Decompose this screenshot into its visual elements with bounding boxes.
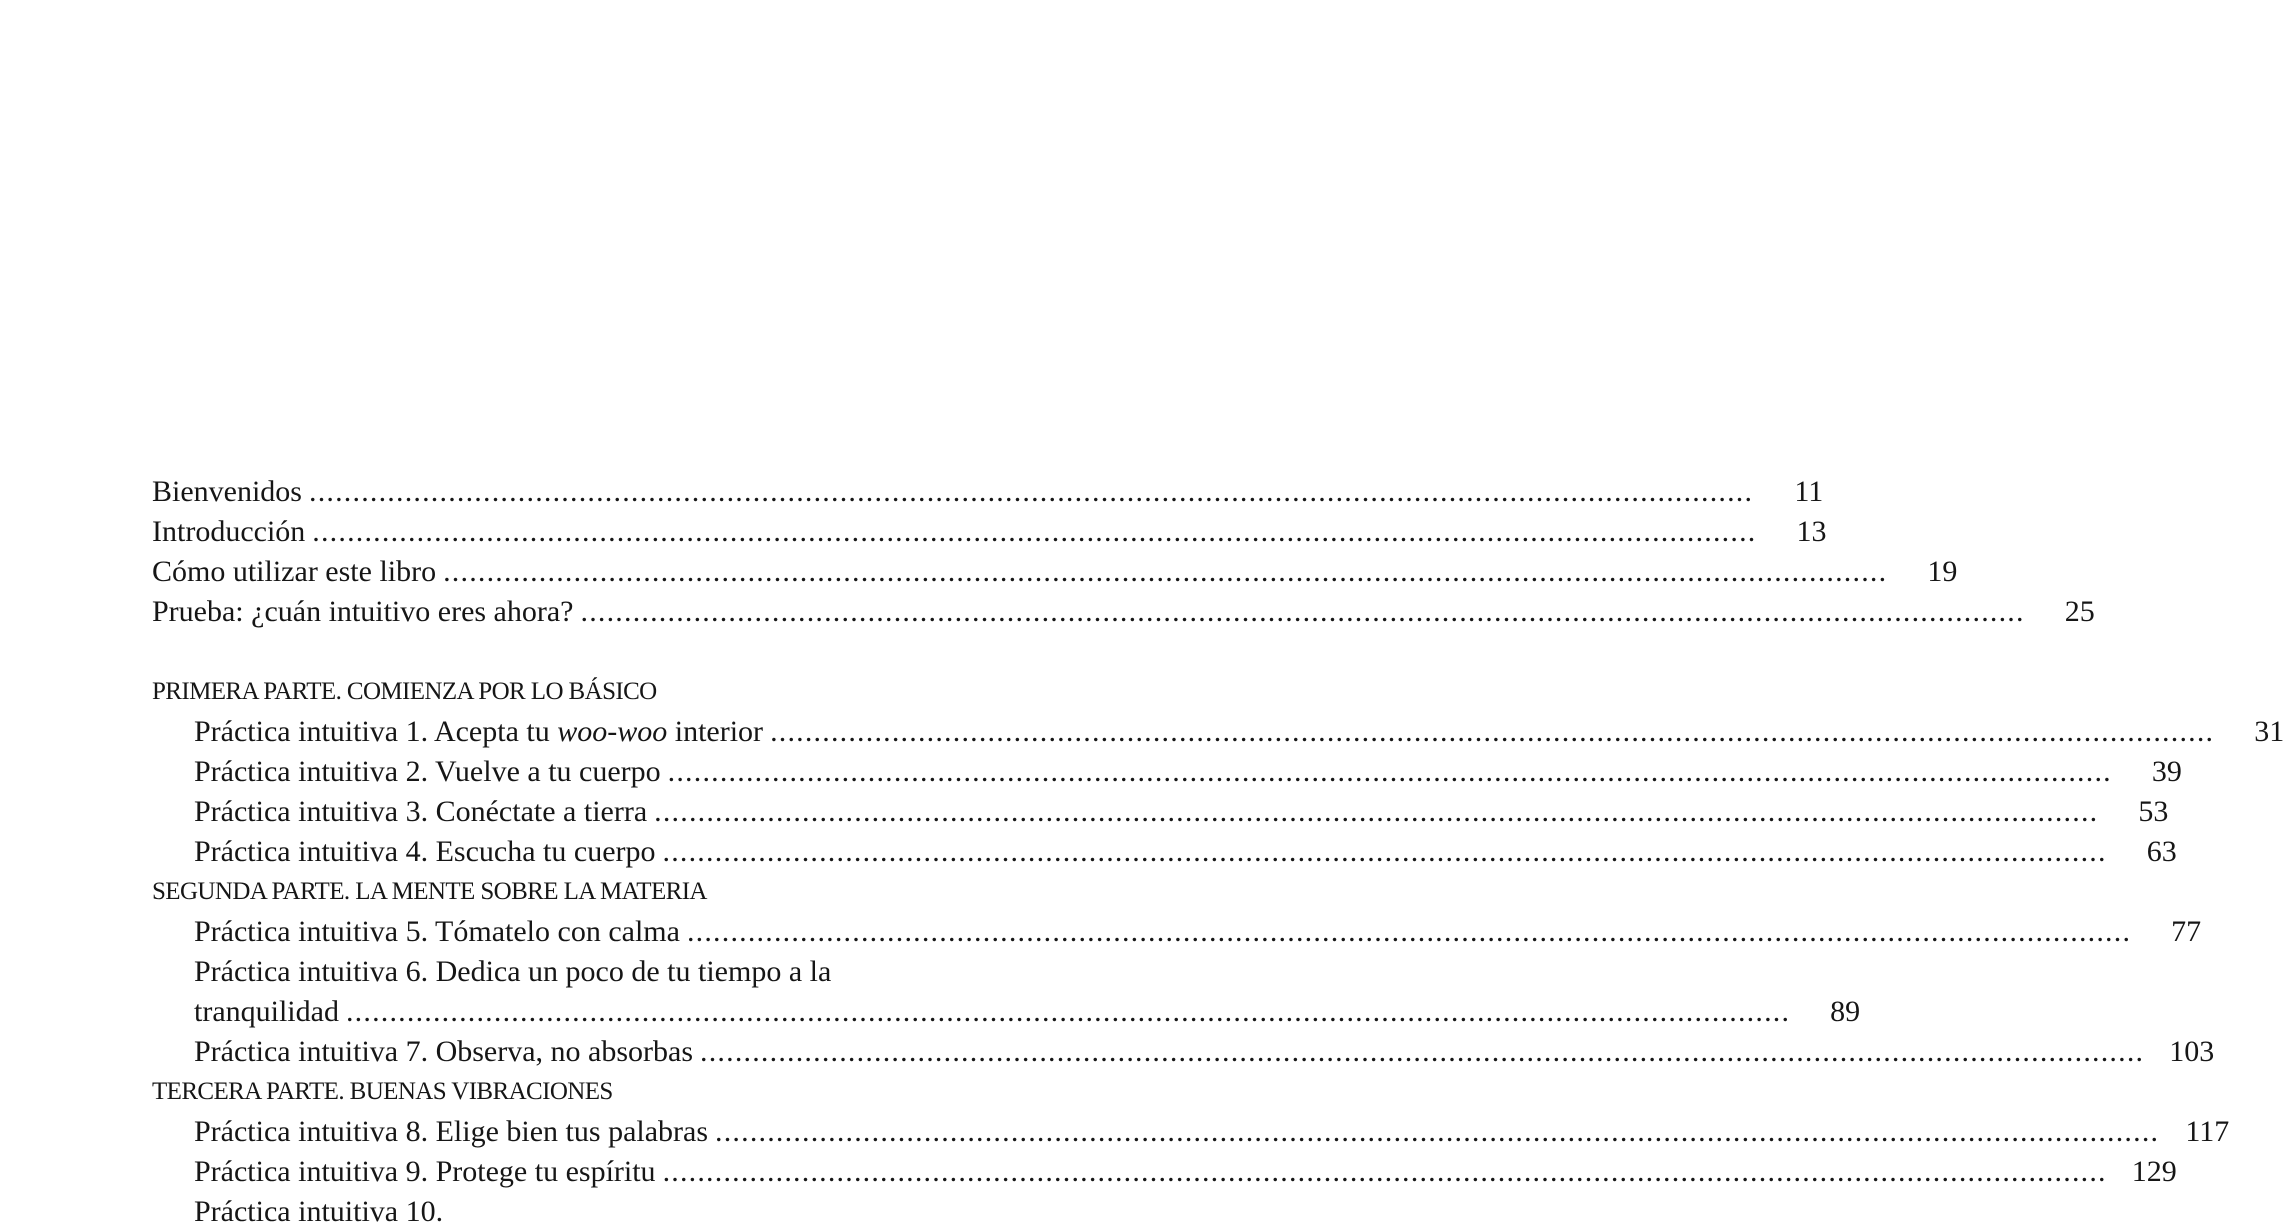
- page-number: 39: [2151, 755, 2182, 788]
- toc-entry-label: [152, 472, 302, 512]
- toc-entry-label: [152, 1112, 708, 1152]
- page-number: 77: [2171, 915, 2202, 948]
- toc-entry-label: [152, 1032, 693, 1072]
- toc-entry-label: [152, 832, 656, 872]
- label-text: Práctica intuitiva 8. Elige bien tus palabras: [194, 1115, 709, 1148]
- dot-leader: [715, 1112, 2159, 1152]
- toc-part-heading: [152, 1072, 1043, 1112]
- toc-entry-label: [152, 1152, 656, 1192]
- dot-leader: [668, 752, 2112, 792]
- toc-entry: [152, 1112, 2230, 1152]
- page-number: 25: [2064, 595, 2095, 628]
- label-text: Bienvenidos: [152, 475, 302, 508]
- label-text: Práctica intuitiva 3. Conéctate a tierra: [194, 795, 648, 828]
- toc-entry-partial: [152, 1192, 1043, 1232]
- toc-part-heading-label: PRIMERA PARTE. COMIENZA POR LO BÁSICO: [152, 678, 657, 705]
- page-number: 19: [1927, 555, 1958, 588]
- toc-entry-label: [152, 1192, 443, 1232]
- page-number: 53: [2138, 795, 2169, 828]
- toc-entry-label: [152, 952, 831, 992]
- dot-leader: [663, 832, 2107, 872]
- toc-entry-label: [152, 992, 339, 1032]
- label-text: Práctica intuitiva 6. Dedica un poco de tu tiempo a la: [194, 955, 832, 988]
- dot-leader: [443, 552, 1887, 592]
- page-number: 89: [1830, 995, 1861, 1028]
- label-text: Práctica intuitiva 1. Acepta tu: [194, 715, 558, 748]
- toc-entry: [152, 552, 1958, 592]
- toc-entry: [152, 1152, 2177, 1192]
- dot-leader: [770, 712, 2214, 752]
- label-text: interior: [667, 715, 764, 748]
- toc-entry-label: [152, 712, 763, 752]
- toc-entry: [152, 792, 2169, 832]
- table-of-contents: [152, 472, 2284, 1232]
- italic-term: woo-woo: [557, 715, 668, 748]
- toc-entry: [152, 1032, 2215, 1072]
- label-text: Práctica intuitiva 9. Protege tu espíritu: [194, 1155, 656, 1188]
- toc-part-heading: [152, 872, 1043, 912]
- label-text: Práctica intuitiva 7. Observa, no absorbas: [194, 1035, 694, 1068]
- dot-leader: [312, 512, 1756, 552]
- page-number: 129: [2131, 1155, 2177, 1188]
- toc-entry-label: [152, 792, 647, 832]
- dot-leader: [687, 912, 2131, 952]
- page-number: 11: [1794, 475, 1824, 508]
- toc-entry-label: [152, 592, 574, 632]
- toc-entry: [152, 992, 1861, 1032]
- label-text: Práctica intuitiva 5. Tómatelo con calma: [194, 915, 680, 948]
- toc-entry: [152, 592, 2095, 632]
- toc-entry-label: [152, 512, 305, 552]
- page-number: 13: [1796, 515, 1827, 548]
- page-number: 63: [2146, 835, 2177, 868]
- toc-entry-label: [152, 752, 661, 792]
- toc-entry: [152, 832, 2177, 872]
- toc-part-heading-label: SEGUNDA PARTE. LA MENTE SOBRE LA MATERIA: [152, 878, 707, 905]
- dot-leader: [346, 992, 1790, 1032]
- label-text: Cómo utilizar este libro: [152, 555, 437, 588]
- label-text: Introducción: [152, 515, 306, 548]
- label-text: Prueba: ¿cuán intuitivo eres ahora?: [152, 595, 574, 628]
- toc-entry-label: [152, 912, 680, 952]
- dot-leader: [581, 592, 2025, 632]
- toc-part-heading-label: TERCERA PARTE. BUENAS VIBRACIONES: [152, 1078, 613, 1105]
- label-text: tranquilidad: [194, 995, 339, 1028]
- dot-leader: [663, 1152, 2107, 1192]
- toc-entry: [152, 912, 2202, 952]
- label-text: Práctica intuitiva 10.: [194, 1195, 444, 1228]
- toc-section-gap: [152, 632, 1043, 672]
- toc-entry: [152, 512, 1827, 552]
- dot-leader: [700, 1032, 2144, 1072]
- toc-entry: [152, 712, 2284, 752]
- label-text: Práctica intuitiva 4. Escucha tu cuerpo: [194, 835, 656, 868]
- toc-part-heading: [152, 672, 1043, 712]
- dot-leader: [654, 792, 2098, 832]
- toc-entry: [152, 952, 1043, 992]
- page-number: 31: [2254, 715, 2284, 748]
- toc-entry: [152, 472, 1824, 512]
- page-number: 103: [2169, 1035, 2215, 1068]
- label-text: Práctica intuitiva 2. Vuelve a tu cuerpo: [194, 755, 661, 788]
- page-number: 117: [2185, 1115, 2230, 1148]
- dot-leader: [309, 472, 1753, 512]
- toc-entry: [152, 752, 2182, 792]
- toc-entry-label: [152, 552, 436, 592]
